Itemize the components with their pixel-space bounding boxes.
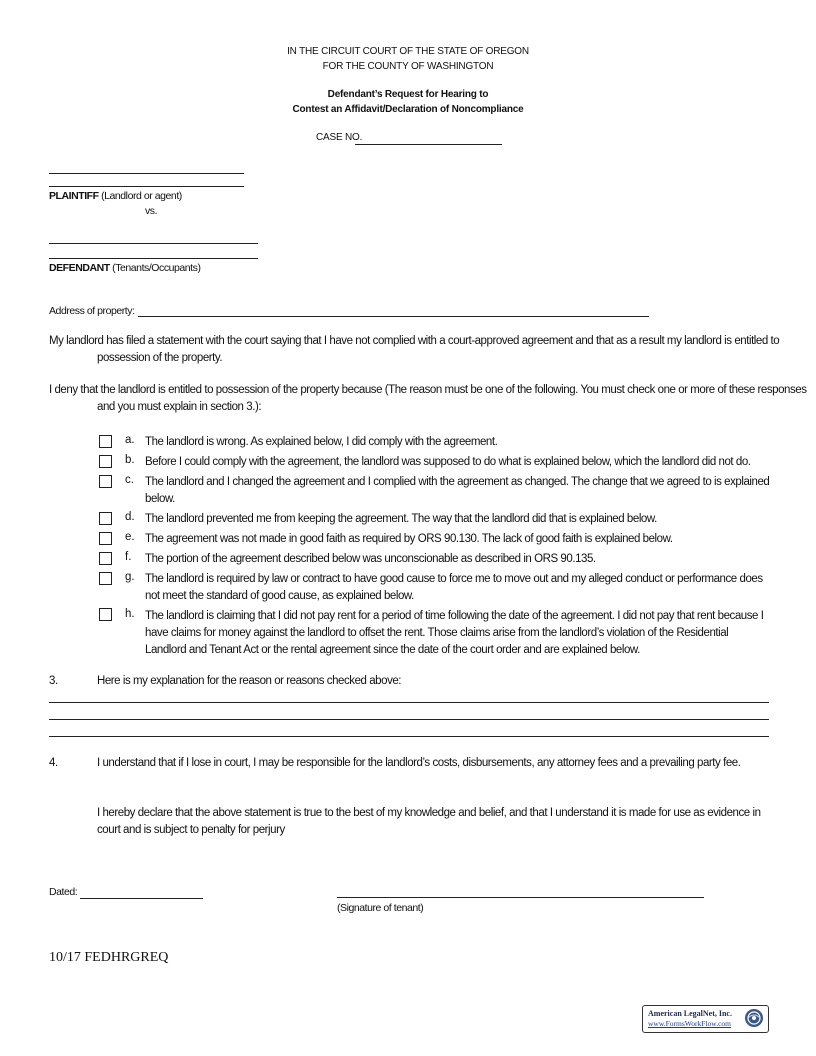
deny-paragraph: I deny that the landlord is entitled to possession of the property because (The reason must be one of the following. You must check one or more of these responses and you must explain in section 3.): [49,384,807,413]
form-code: 10/17 FEDHRGREQ [49,950,169,965]
option-a-text: The landlord is wrong. As explained below, I did comply with the agreement. [145,436,498,448]
option-e-checkbox[interactable] [99,532,112,545]
option-f-letter: f. [125,551,132,563]
plaintiff-sub-label: (Landlord or agent) [101,190,182,202]
option-e-letter: e. [125,531,135,543]
option-f-text: The portion of the agreement described below was unconscionable as described in ORS 90.135. [145,553,596,565]
defendant-name-line-2[interactable] [49,258,258,259]
defendant-label-row [49,262,201,274]
globe-icon [744,1008,764,1028]
option-d-checkbox[interactable] [99,512,112,525]
section-3-number: 3. [49,675,58,687]
option-h-letter: h. [125,608,135,620]
section-3-text: Here is my explanation for the reason or reasons checked above: [97,675,402,687]
option-a-checkbox[interactable] [99,435,112,448]
section-4-number: 4. [49,757,58,769]
option-d-letter: d. [125,511,135,523]
dated-field[interactable] [80,898,203,899]
logo-website-link[interactable]: www.FormsWorkFlow.com [648,1019,732,1028]
option-a-letter: a. [125,434,135,446]
form-title-line2: Contest an Affidavit/Declaration of Noncompliance [292,104,524,115]
plaintiff-label: PLAINTIFF [49,190,99,202]
option-d-text: The landlord prevented me from keeping the agreement. The way that the landlord did that is explained below. [145,513,657,525]
defendant-sub-label: (Tenants/Occupants) [112,262,201,274]
option-g-checkbox[interactable] [99,572,112,585]
form-title-line1: Defendant’s Request for Hearing to [327,89,489,100]
option-e-text: The agreement was not made in good faith as required by ORS 90.130. The lack of good faith is explained below. [145,533,673,545]
logo-company-name: American LegalNet, Inc. [648,1009,732,1018]
statement-paragraph: My landlord has filed a statement with the court saying that I have not complied with a court-approved agreement and that as a result my landlord is entitled to possession of the property. [49,335,780,364]
option-c-checkbox[interactable] [99,475,112,488]
option-f-checkbox[interactable] [99,552,112,565]
case-no-field[interactable] [355,144,502,145]
plaintiff-name-line-1[interactable] [49,173,244,174]
option-c-text: The landlord and I changed the agreement and I complied with the agreement as changed. The change that we agreed to is explained below. [145,476,770,505]
option-c-letter: c. [125,474,134,486]
explanation-line-3[interactable] [49,736,769,737]
signature-label: (Signature of tenant) [337,902,424,914]
signature-field[interactable] [337,897,704,898]
defendant-label: DEFENDANT [49,262,110,274]
plaintiff-label-row [49,190,182,202]
option-h-text: The landlord is claiming that I did not pay rent for a period of time following the date of the agreement. I did not pay that rent because I have claims for money against the landlord to offset the rent. Those claims arise from the landlord’s violation of the Residential Landlord and Tenant Act or the rental agreement since the date of the court order and are explained below. [145,610,764,656]
case-no-label: CASE NO. [316,132,363,143]
county-name: FOR THE COUNTY OF WASHINGTON [322,61,494,72]
address-label: Address of property: [49,305,135,317]
dated-label: Dated: [49,886,78,898]
option-g-text: The landlord is required by law or contract to have good cause to force me to move out and my alleged conduct or performance does not meet the standard of good cause, as explained below. [145,573,763,602]
section-4-text: I understand that if I lose in court, I may be responsible for the landlord’s costs, disbursements, any attorney fees and a prevailing party fee. [97,757,741,769]
explanation-line-2[interactable] [49,719,769,720]
explanation-line-1[interactable] [49,702,769,703]
versus-label: vs. [145,205,158,217]
court-name: IN THE CIRCUIT COURT OF THE STATE OF OREGON [287,46,529,57]
option-b-letter: b. [125,454,135,466]
address-field[interactable] [138,316,649,317]
declaration-paragraph: I hereby declare that the above statement is true to the best of my knowledge and belief, and that I understand it is made for use as evidence in court and is subject to penalty for perjury [97,807,761,836]
defendant-name-line-1[interactable] [49,243,258,244]
plaintiff-name-line-2[interactable] [49,186,244,187]
option-g-letter: g. [125,571,135,583]
option-h-checkbox[interactable] [99,608,112,621]
option-b-checkbox[interactable] [99,455,112,468]
option-b-text: Before I could comply with the agreement, the landlord was supposed to do what is explained below, which the landlord did not do. [145,456,751,468]
american-legalnet-logo[interactable] [642,1005,769,1033]
